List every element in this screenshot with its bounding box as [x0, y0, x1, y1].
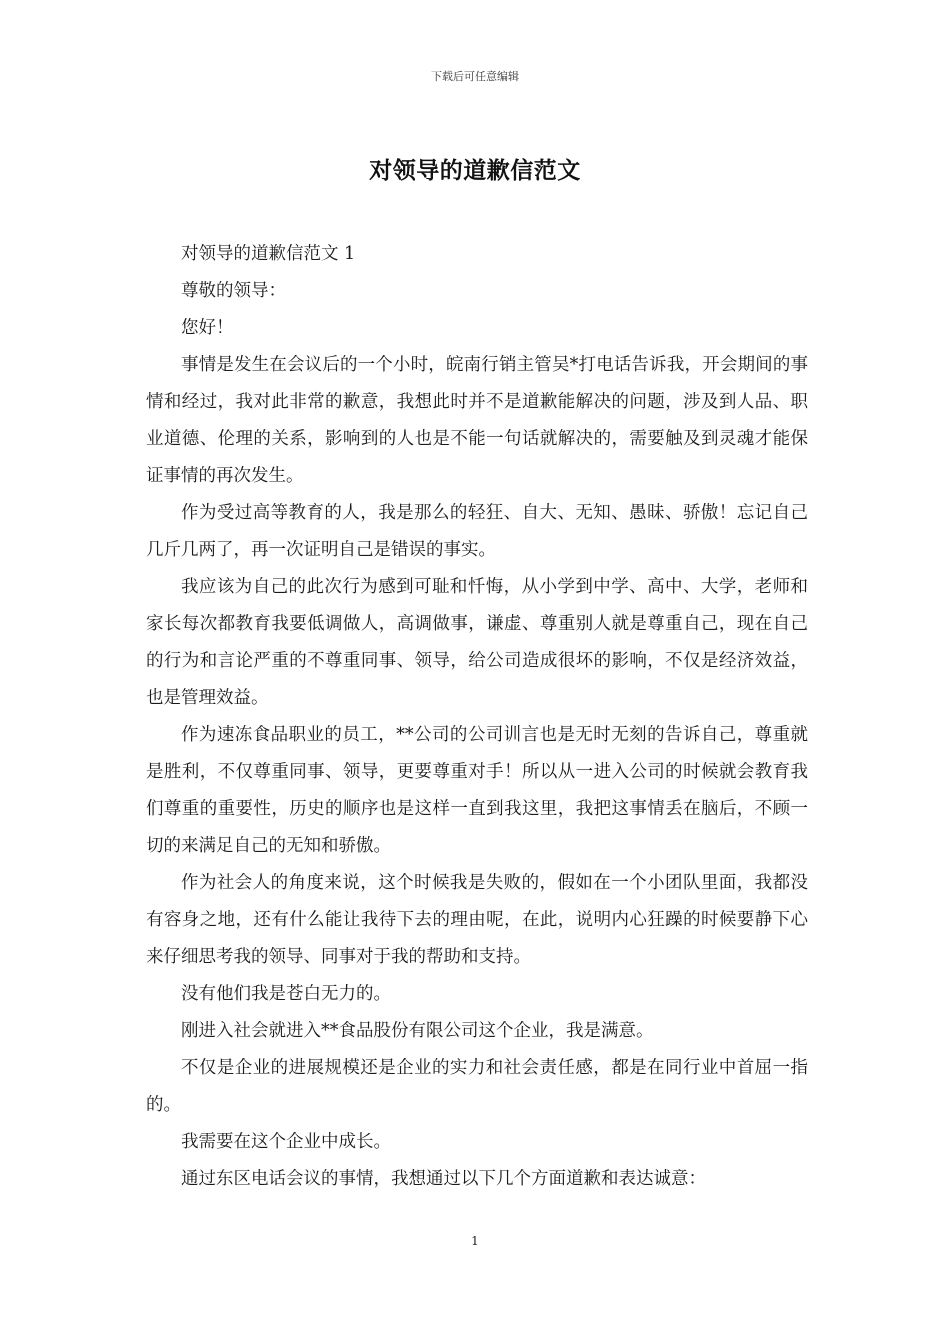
paragraph: 我需要在这个企业中成长。 — [181, 1132, 391, 1152]
paragraph: 作为速冻食品职业的员工，**公司的公司训言也是无时无刻的告诉自己，尊重就是胜利，不仅尊重同事、领导，更要尊重对手！所以从一进入公司的时候就会教育我们尊重的重要性，历史的顺序也是这样一直到我这里，我把这事情丢在脑后，不顾一切的来满足自己的无知和骄傲。 — [146, 725, 808, 856]
paragraph: 刚进入社会就进入**食品股份有限公司这个企业，我是满意。 — [181, 1021, 654, 1041]
paragraph: 我应该为自己的此次行为感到可耻和忏悔，从小学到中学、高中、大学，老师和家长每次都教育我要低调做人，高调做事，谦虚、尊重别人就是尊重自己，现在自己的行为和言论严重的不尊重同事、领导，给公司造成很坏的影响，不仅是经济效益，也是管理效益。 — [146, 577, 808, 708]
header-note: 下载后可任意编辑 — [431, 70, 519, 83]
paragraph-greeting: 您好！ — [181, 318, 234, 338]
paragraph: 作为受过高等教育的人，我是那么的轻狂、自大、无知、愚昧、骄傲！忘记自己几斤几两了，再一次证明自己是错误的事实。 — [146, 503, 808, 560]
page-number: 1 — [471, 1234, 479, 1248]
paragraph: 事情是发生在会议后的一个小时，皖南行销主管吴*打电话告诉我，开会期间的事情和经过，我对此非常的歉意，我想此时并不是道歉能解决的问题，涉及到人品、职业道德、伦理的关系，影响到的人也是不能一句话就解决的，需要触及到灵魂才能保证事情的再次发生。 — [146, 355, 808, 486]
document-title: 对领导的道歉信范文 — [369, 157, 581, 184]
paragraph: 不仅是企业的进展规模还是企业的实力和社会责任感，都是在同行业中首屈一指的。 — [146, 1058, 808, 1115]
paragraph-heading: 对领导的道歉信范文 1 — [181, 244, 356, 264]
document-body — [146, 236, 808, 1198]
paragraph-salutation: 尊敬的领导： — [181, 281, 286, 301]
paragraph: 作为社会人的角度来说，这个时候我是失败的，假如在一个小团队里面，我都没有容身之地，还有什么能让我待下去的理由呢，在此，说明内心狂躁的时候要静下心来仔细思考我的领导、同事对于我的帮助和支持。 — [146, 873, 808, 967]
paragraph: 没有他们我是苍白无力的。 — [181, 984, 391, 1004]
paragraph: 通过东区电话会议的事情，我想通过以下几个方面道歉和表达诚意： — [181, 1169, 706, 1189]
